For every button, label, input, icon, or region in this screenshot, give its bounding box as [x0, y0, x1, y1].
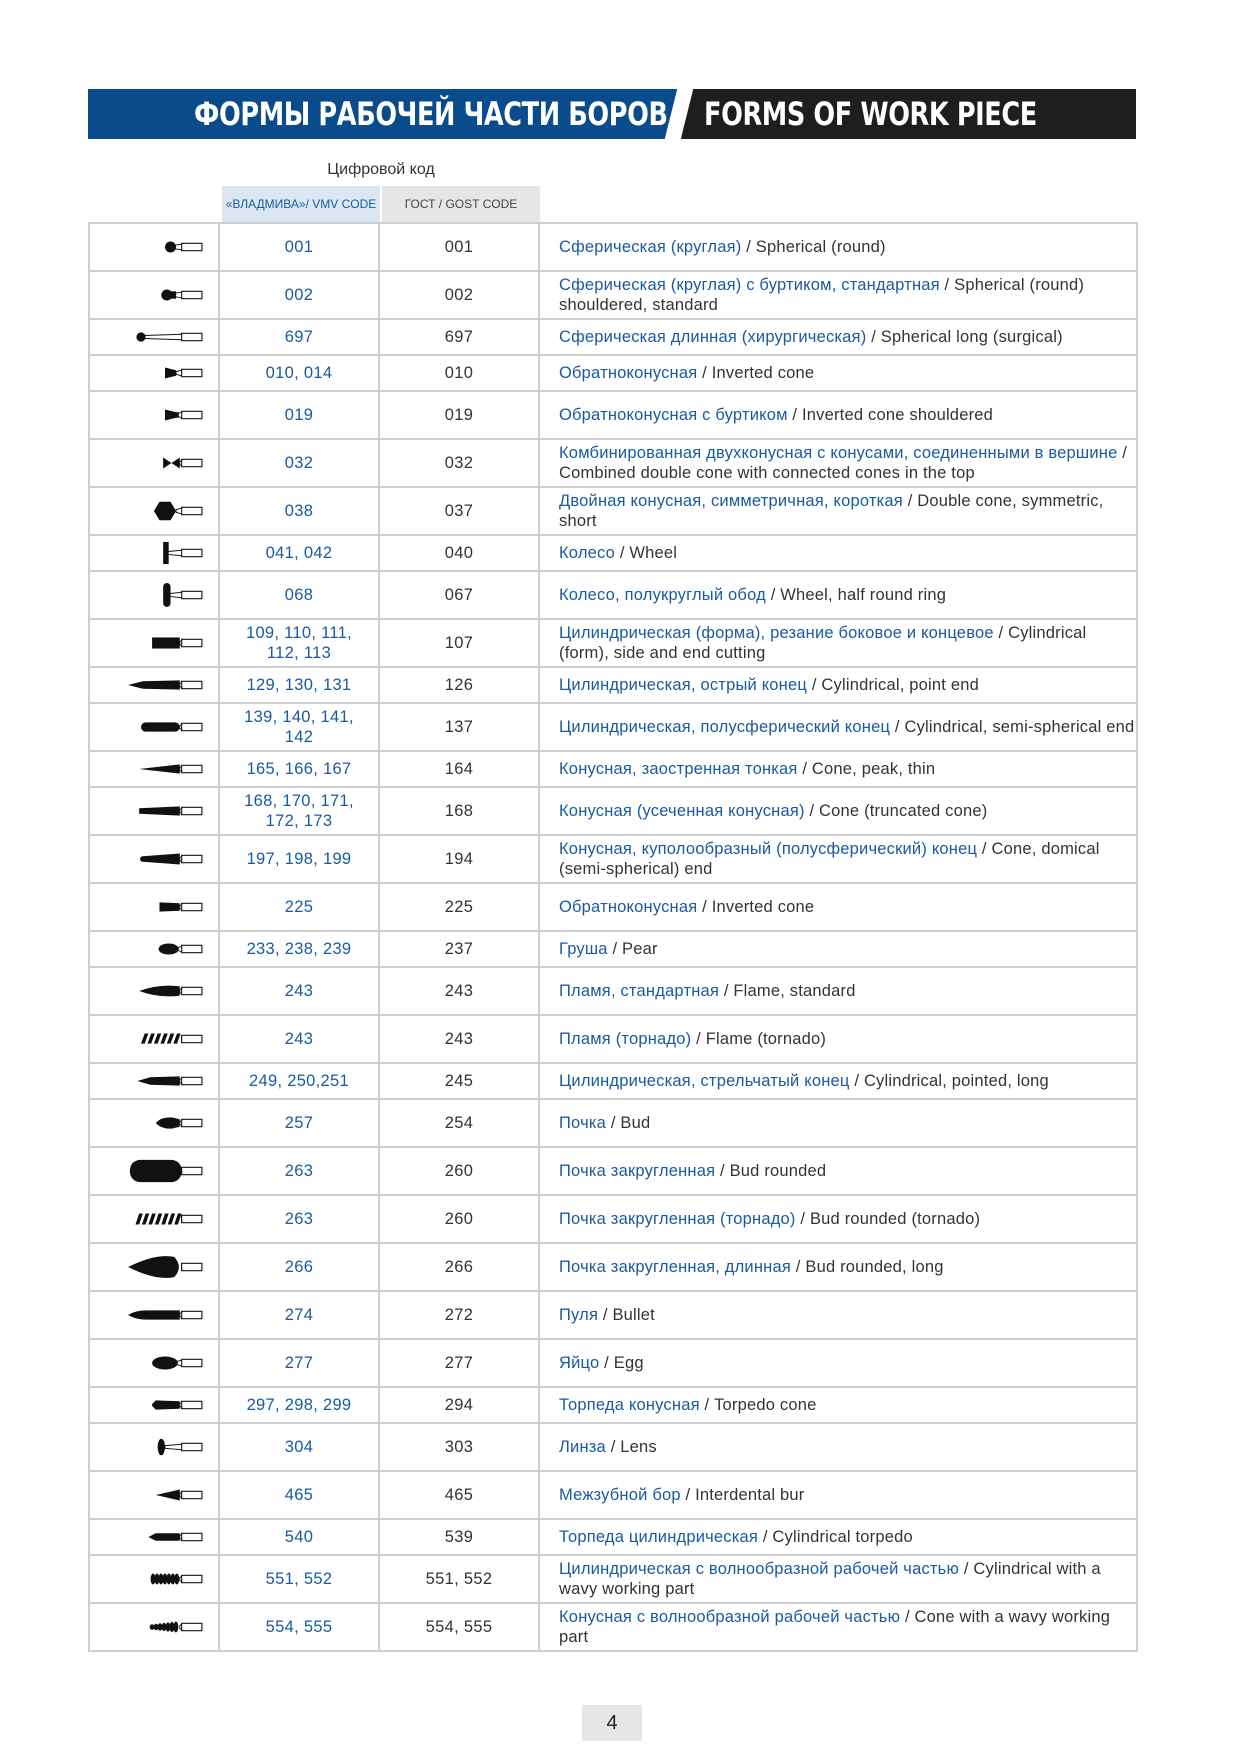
description-en: Cylindrical, pointed, long	[863, 1072, 1049, 1090]
description-separator: /	[797, 760, 812, 778]
shape-description	[540, 932, 1136, 966]
description-ru: Цилиндрическая, полусферический конец	[559, 718, 891, 736]
vmv-code: 551, 552	[220, 1556, 380, 1602]
table-row	[90, 272, 1136, 320]
description-separator: /	[977, 840, 992, 858]
description-separator: /	[719, 982, 734, 1000]
table-row	[90, 836, 1136, 884]
pear-bur-icon	[124, 937, 206, 961]
shape-description	[540, 320, 1136, 354]
bur-shape-cell	[90, 1556, 220, 1602]
bur-shape-cell	[90, 1100, 220, 1146]
title-ru: ФОРМЫ РАБОЧЕЙ ЧАСТИ БОРОВ	[194, 95, 668, 133]
table-row	[90, 536, 1136, 572]
description-separator: /	[902, 492, 918, 510]
description-separator: /	[606, 1114, 621, 1132]
shape-description	[540, 1196, 1136, 1242]
shape-description	[540, 440, 1136, 486]
table-row	[90, 440, 1136, 488]
vmv-code: 165, 166, 167	[220, 752, 380, 786]
bur-shape-cell	[90, 356, 220, 390]
description-en: Inverted cone	[711, 364, 815, 382]
description-en: Inverted cone shouldered	[802, 406, 994, 424]
bur-shape-cell	[90, 1148, 220, 1194]
description-separator: /	[697, 364, 712, 382]
table-row	[90, 1340, 1136, 1388]
description-en: Wheel, half round ring	[780, 586, 947, 604]
description-en: Combined double cone with connected cones in the top	[559, 464, 975, 482]
vmv-code: 243	[220, 968, 380, 1014]
description-ru: Обратноконусная	[559, 898, 698, 916]
description-ru: Двойная конусная, симметричная, короткая	[559, 492, 903, 510]
vmv-code: 257	[220, 1100, 380, 1146]
description-ru: Колесо	[559, 544, 616, 562]
gost-code: 254	[380, 1100, 540, 1146]
table-row	[90, 788, 1136, 836]
gost-code: 010	[380, 356, 540, 390]
description-ru: Цилиндрическая, стрельчатый конец	[559, 1072, 850, 1090]
table-row	[90, 572, 1136, 620]
bur-shape-cell	[90, 884, 220, 930]
gost-code: 001	[380, 224, 540, 270]
bur-shape-cell	[90, 440, 220, 486]
table-row	[90, 356, 1136, 392]
description-ru: Груша	[559, 940, 608, 958]
double-cone-short-bur-icon	[124, 499, 206, 523]
double-cone-bur-icon	[124, 451, 206, 475]
description-ru: Межзубной бор	[559, 1486, 681, 1504]
digital-code-caption: Цифровой код	[327, 161, 435, 178]
cone-wavy-bur-icon	[124, 1615, 206, 1639]
gost-code: 019	[380, 392, 540, 438]
gost-code: 137	[380, 704, 540, 750]
bur-shape-cell	[90, 932, 220, 966]
shape-description	[540, 1604, 1136, 1650]
table-row	[90, 1388, 1136, 1424]
gost-code: 002	[380, 272, 540, 318]
description-ru: Сферическая длинная (хирургическая)	[559, 328, 867, 346]
gost-code: 126	[380, 668, 540, 702]
gost-code: 245	[380, 1064, 540, 1098]
vmv-code: 304	[220, 1424, 380, 1470]
shape-description	[540, 224, 1136, 270]
description-ru: Колесо, полукруглый обод	[559, 586, 766, 604]
bur-shape-cell	[90, 968, 220, 1014]
shape-description	[540, 884, 1136, 930]
description-separator: /	[900, 1608, 915, 1626]
description-en: Bud rounded, long	[805, 1258, 944, 1276]
shape-description	[540, 1520, 1136, 1554]
shape-description	[540, 620, 1136, 666]
bur-shape-cell	[90, 620, 220, 666]
table-row	[90, 1556, 1136, 1604]
table-row	[90, 668, 1136, 704]
gost-code: 243	[380, 1016, 540, 1062]
bur-shape-cell	[90, 1064, 220, 1098]
vmv-code: 129, 130, 131	[220, 668, 380, 702]
table-row	[90, 1016, 1136, 1064]
flame-tornado-bur-icon	[124, 1027, 206, 1051]
bur-shape-cell	[90, 488, 220, 534]
shape-description	[540, 1292, 1136, 1338]
shape-description	[540, 1556, 1136, 1602]
shape-description	[540, 836, 1136, 882]
description-en: Double cone, symmetric, short	[559, 492, 1104, 530]
shape-description	[540, 1244, 1136, 1290]
description-separator: /	[787, 406, 802, 424]
egg-bur-icon	[124, 1351, 206, 1375]
description-en: Cylindrical, point end	[821, 676, 979, 694]
description-ru: Цилиндрическая, острый конец	[559, 676, 808, 694]
description-separator: /	[699, 1396, 715, 1414]
description-ru: Торпеда цилиндрическая	[559, 1528, 759, 1546]
table-row	[90, 1064, 1136, 1100]
shape-description	[540, 752, 1136, 786]
shape-description	[540, 272, 1136, 318]
cylindrical-bur-icon	[124, 631, 206, 655]
flame-bur-icon	[124, 979, 206, 1003]
description-separator: /	[1117, 444, 1128, 462]
vmv-code: 297, 298, 299	[220, 1388, 380, 1422]
description-separator: /	[599, 1354, 614, 1372]
description-separator: /	[890, 718, 905, 736]
vmv-code: 197, 198, 199	[220, 836, 380, 882]
page-number: 4	[582, 1705, 642, 1741]
vmv-code: 010, 014	[220, 356, 380, 390]
gost-code: 032	[380, 440, 540, 486]
table-row	[90, 968, 1136, 1016]
description-ru: Обратноконусная с буртиком	[559, 406, 788, 424]
description-separator: /	[758, 1528, 773, 1546]
title-en: FORMS OF WORK PIECE	[704, 95, 1037, 133]
cylindrical-wavy-bur-icon	[124, 1567, 206, 1591]
torpedo-cone-bur-icon	[124, 1393, 206, 1417]
vmv-code: 263	[220, 1148, 380, 1194]
bur-shape-cell	[90, 1340, 220, 1386]
description-separator: /	[691, 1030, 706, 1048]
vmv-code: 249, 250,251	[220, 1064, 380, 1098]
description-en: Cone with a wavy working part	[559, 1608, 1111, 1646]
bullet-bur-icon	[124, 1303, 206, 1327]
description-ru: Конусная (усеченная конусная)	[559, 802, 805, 820]
description-ru: Торпеда конусная	[559, 1396, 700, 1414]
table-row	[90, 1196, 1136, 1244]
description-separator: /	[993, 624, 1009, 642]
description-separator: /	[791, 1258, 806, 1276]
cone-truncated-bur-icon	[124, 799, 206, 823]
description-en: Cone, peak, thin	[811, 760, 936, 778]
gost-code: 237	[380, 932, 540, 966]
bur-shape-cell	[90, 752, 220, 786]
gost-code: 260	[380, 1148, 540, 1194]
vmv-code: 068	[220, 572, 380, 618]
description-en: Pear	[622, 940, 658, 958]
description-en: Cylindrical with a wavy working part	[559, 1560, 1101, 1598]
shape-description	[540, 1472, 1136, 1518]
description-en: Cylindrical, semi-spherical end	[904, 718, 1135, 736]
wheel-bur-icon	[124, 541, 206, 565]
title-banner	[88, 89, 1136, 139]
vmv-code: 038	[220, 488, 380, 534]
vmv-code: 041, 042	[220, 536, 380, 570]
inverted-cone-shouldered-bur-icon	[124, 403, 206, 427]
description-ru: Конусная, куполообразный (полусферический) конец	[559, 840, 978, 858]
shape-description	[540, 356, 1136, 390]
description-en: Spherical (round)	[755, 238, 886, 256]
description-ru: Почка закругленная (торнадо)	[559, 1210, 796, 1228]
description-separator: /	[615, 544, 630, 562]
description-ru: Пламя (торнадо)	[559, 1030, 692, 1048]
table-row	[90, 1604, 1136, 1652]
vmv-code: 554, 555	[220, 1604, 380, 1650]
description-separator: /	[795, 1210, 810, 1228]
table-row	[90, 1292, 1136, 1340]
bur-shape-cell	[90, 1016, 220, 1062]
table-row	[90, 884, 1136, 932]
cylindrical-round-end-bur-icon	[124, 715, 206, 739]
table-row	[90, 1424, 1136, 1472]
gost-code: 272	[380, 1292, 540, 1338]
description-en: Cone (truncated cone)	[819, 802, 988, 820]
gost-code: 277	[380, 1340, 540, 1386]
gost-code: 168	[380, 788, 540, 834]
description-ru: Цилиндрическая с волнообразной рабочей частью	[559, 1560, 960, 1578]
description-en: Spherical (round) shouldered, standard	[559, 276, 1085, 314]
bur-shape-cell	[90, 392, 220, 438]
gost-code: 164	[380, 752, 540, 786]
bur-forms-table	[88, 222, 1138, 1652]
table-row	[90, 1100, 1136, 1148]
interdental-bur-icon	[124, 1483, 206, 1507]
shape-description	[540, 788, 1136, 834]
vmv-code: 263	[220, 1196, 380, 1242]
bur-shape-cell	[90, 1244, 220, 1290]
vmv-code: 465	[220, 1472, 380, 1518]
description-en: Egg	[613, 1354, 644, 1372]
gost-code: 294	[380, 1388, 540, 1422]
table-row	[90, 224, 1136, 272]
bur-shape-cell	[90, 1388, 220, 1422]
shape-description	[540, 1064, 1136, 1098]
description-en: Inverted cone	[711, 898, 815, 916]
table-row	[90, 620, 1136, 668]
inverted-cone-long-bur-icon	[124, 895, 206, 919]
description-ru: Конусная, заостренная тонкая	[559, 760, 798, 778]
vmv-code: 019	[220, 392, 380, 438]
description-separator: /	[607, 940, 623, 958]
cylindrical-pointed-bur-icon	[124, 1069, 206, 1093]
vmv-code: 243	[220, 1016, 380, 1062]
description-separator: /	[866, 328, 881, 346]
description-ru: Цилиндрическая (форма), резание боковое и концевое	[559, 624, 994, 642]
shape-description	[540, 572, 1136, 618]
bur-shape-cell	[90, 320, 220, 354]
description-separator: /	[598, 1306, 613, 1324]
description-separator: /	[765, 586, 781, 604]
vmv-code: 001	[220, 224, 380, 270]
gost-code: 107	[380, 620, 540, 666]
bud-tornado-bur-icon	[124, 1207, 206, 1231]
vmv-code: 540	[220, 1520, 380, 1554]
description-en: Cylindrical torpedo	[772, 1528, 913, 1546]
table-row	[90, 1520, 1136, 1556]
bur-shape-cell	[90, 668, 220, 702]
bur-shape-cell	[90, 836, 220, 882]
description-ru: Линза	[559, 1438, 606, 1456]
cone-domical-bur-icon	[124, 847, 206, 871]
column-header-vmv: «ВЛАДМИВА»/ VMV CODE	[222, 186, 380, 222]
bud-rounded-bur-icon	[124, 1159, 206, 1183]
shape-description	[540, 1340, 1136, 1386]
description-en: Cone, domical (semi-spherical) end	[559, 840, 1100, 878]
description-en: Flame (tornado)	[705, 1030, 827, 1048]
bur-shape-cell	[90, 572, 220, 618]
vmv-code: 233, 238, 239	[220, 932, 380, 966]
shape-description	[540, 392, 1136, 438]
description-en: Torpedo cone	[714, 1396, 817, 1414]
bur-shape-cell	[90, 1604, 220, 1650]
bud-long-bur-icon	[124, 1255, 206, 1279]
description-separator: /	[804, 802, 820, 820]
bur-shape-cell	[90, 1292, 220, 1338]
description-separator: /	[959, 1560, 974, 1578]
description-ru: Конусная с волнообразной рабочей частью	[559, 1608, 901, 1626]
shape-description	[540, 1100, 1136, 1146]
bur-shape-cell	[90, 788, 220, 834]
gost-code: 303	[380, 1424, 540, 1470]
table-row	[90, 704, 1136, 752]
vmv-code: 168, 170, 171, 172, 173	[220, 788, 380, 834]
description-ru: Яйцо	[559, 1354, 600, 1372]
table-row	[90, 932, 1136, 968]
description-en: Flame, standard	[733, 982, 856, 1000]
gost-code: 465	[380, 1472, 540, 1518]
wheel-round-bur-icon	[124, 583, 206, 607]
bur-shape-cell	[90, 1424, 220, 1470]
bur-shape-cell	[90, 704, 220, 750]
description-ru: Почка	[559, 1114, 607, 1132]
description-separator: /	[849, 1072, 864, 1090]
inverted-cone-bur-icon	[124, 361, 206, 385]
vmv-code: 002	[220, 272, 380, 318]
description-separator: /	[715, 1162, 730, 1180]
lens-bur-icon	[124, 1435, 206, 1459]
shape-description	[540, 968, 1136, 1014]
vmv-code: 697	[220, 320, 380, 354]
description-ru: Почка закругленная	[559, 1162, 716, 1180]
bur-shape-cell	[90, 536, 220, 570]
description-ru: Сферическая (круглая) с буртиком, стандартная	[559, 276, 940, 294]
shape-description	[540, 1148, 1136, 1194]
spherical-long-bur-icon	[124, 325, 206, 349]
gost-code: 697	[380, 320, 540, 354]
gost-code: 225	[380, 884, 540, 930]
torpedo-cylindrical-bur-icon	[124, 1525, 206, 1549]
table-row	[90, 1148, 1136, 1196]
description-separator: /	[680, 1486, 696, 1504]
shape-description	[540, 536, 1136, 570]
description-ru: Комбинированная двухконусная с конусами, соединенными в вершине	[559, 444, 1118, 462]
gost-code: 067	[380, 572, 540, 618]
description-ru: Пламя, стандартная	[559, 982, 720, 1000]
description-ru: Сферическая (круглая)	[559, 238, 742, 256]
bur-shape-cell	[90, 1520, 220, 1554]
gost-code: 040	[380, 536, 540, 570]
vmv-code: 277	[220, 1340, 380, 1386]
gost-code: 539	[380, 1520, 540, 1554]
gost-code: 554, 555	[380, 1604, 540, 1650]
gost-code: 266	[380, 1244, 540, 1290]
vmv-code: 032	[220, 440, 380, 486]
spherical-round-bur-icon	[124, 235, 206, 259]
vmv-code: 225	[220, 884, 380, 930]
description-ru: Пуля	[559, 1306, 599, 1324]
description-en: Bud rounded	[729, 1162, 827, 1180]
description-en: Wheel	[629, 544, 678, 562]
description-separator: /	[939, 276, 955, 294]
shape-description	[540, 1388, 1136, 1422]
bur-shape-cell	[90, 1196, 220, 1242]
description-en: Bullet	[612, 1306, 655, 1324]
bud-bur-icon	[124, 1111, 206, 1135]
bur-shape-cell	[90, 272, 220, 318]
description-en: Cylindrical (form), side and end cutting	[559, 624, 1087, 662]
description-separator: /	[605, 1438, 621, 1456]
description-ru: Обратноконусная	[559, 364, 698, 382]
shape-description	[540, 704, 1136, 750]
gost-code: 551, 552	[380, 1556, 540, 1602]
description-en: Spherical long (surgical)	[880, 328, 1063, 346]
description-separator: /	[807, 676, 822, 694]
description-en: Bud	[620, 1114, 651, 1132]
description-en: Lens	[620, 1438, 657, 1456]
cone-peak-bur-icon	[124, 757, 206, 781]
gost-code: 260	[380, 1196, 540, 1242]
gost-code: 194	[380, 836, 540, 882]
description-en: Interdental bur	[695, 1486, 805, 1504]
cylindrical-point-bur-icon	[124, 673, 206, 697]
shape-description	[540, 1016, 1136, 1062]
bur-shape-cell	[90, 1472, 220, 1518]
description-ru: Почка закругленная, длинная	[559, 1258, 791, 1276]
shape-description	[540, 1424, 1136, 1470]
bur-shape-cell	[90, 224, 220, 270]
description-separator: /	[741, 238, 756, 256]
table-row	[90, 1244, 1136, 1292]
table-row	[90, 320, 1136, 356]
description-en: Bud rounded (tornado)	[809, 1210, 981, 1228]
table-row	[90, 392, 1136, 440]
table-row	[90, 1472, 1136, 1520]
shape-description	[540, 488, 1136, 534]
column-header-gost: ГОСТ / GOST CODE	[382, 186, 540, 222]
vmv-code: 139, 140, 141, 142	[220, 704, 380, 750]
shape-description	[540, 668, 1136, 702]
table-row	[90, 752, 1136, 788]
description-separator: /	[697, 898, 712, 916]
vmv-code: 266	[220, 1244, 380, 1290]
gost-code: 243	[380, 968, 540, 1014]
vmv-code: 109, 110, 111, 112, 113	[220, 620, 380, 666]
table-row	[90, 488, 1136, 536]
spherical-shouldered-bur-icon	[124, 283, 206, 307]
gost-code: 037	[380, 488, 540, 534]
vmv-code: 274	[220, 1292, 380, 1338]
